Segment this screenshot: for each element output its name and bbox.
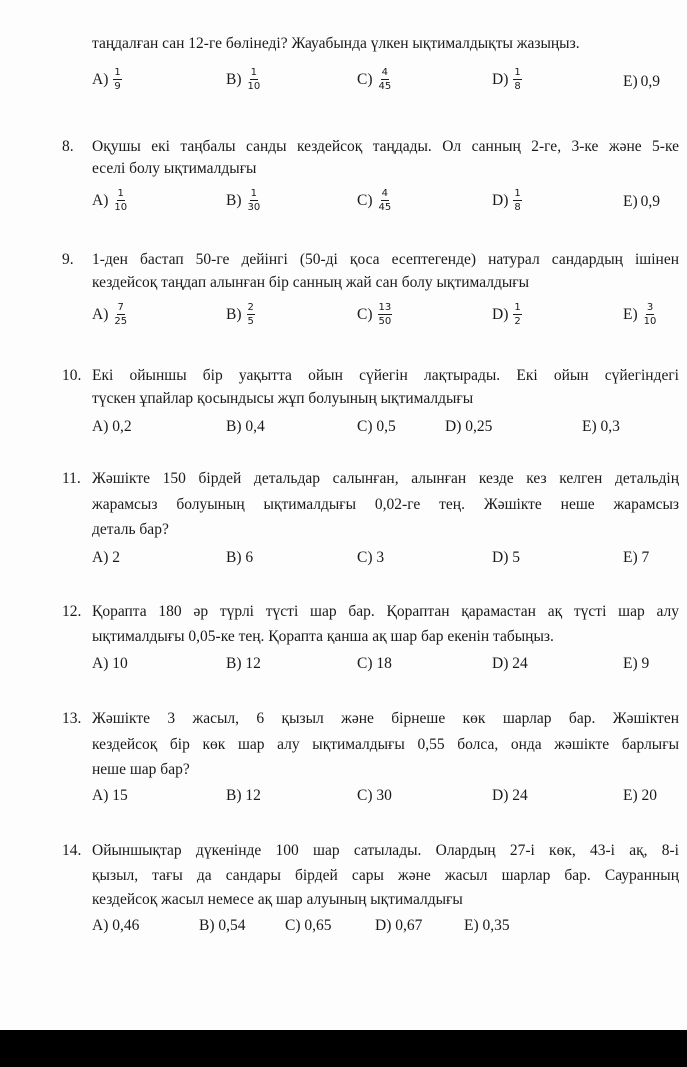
q10-option-d[interactable]: D) 0,25 xyxy=(445,418,493,435)
q10-option-e[interactable]: E) 0,3 xyxy=(582,418,620,435)
q14-option-c[interactable]: C) 0,65 xyxy=(285,917,332,934)
q7-option-e-value: 0,9 xyxy=(640,73,661,90)
q12-option-b[interactable]: B) 12 xyxy=(226,655,261,672)
q8-option-d-label: D) xyxy=(492,191,509,209)
q9-option-b-fraction: $\frac{2}{5}$ xyxy=(247,302,254,327)
q9-option-d[interactable] xyxy=(492,302,522,327)
q8-option-e-label: E) xyxy=(623,193,638,210)
q9-option-c-fraction: $\frac{13}{50}$ xyxy=(378,302,392,327)
q12-option-a[interactable]: A) 10 xyxy=(92,655,128,672)
q9-option-d-label: D) xyxy=(492,305,509,323)
q8-option-a-label: A) xyxy=(92,191,109,209)
q8-option-e[interactable] xyxy=(623,192,660,212)
q12-text-line-2: ықтималдығы 0,05-ке тең. Қорапта қанша ақ шар бар екенін табыңыз. xyxy=(92,628,554,645)
q8-option-c-label: C) xyxy=(357,191,373,209)
q9-number: 9. xyxy=(62,251,74,268)
q12-text-line-1: Қорапта 180 әр түрлі түсті шар бар. Қораптан қарамастан ақ түсті шар алу xyxy=(92,603,679,620)
q11-text-line-1: Жәшікте 150 бірдей детальдар салынған, алынған кезде кез келген детальдің xyxy=(92,470,679,487)
q13-option-a[interactable]: A) 15 xyxy=(92,787,128,804)
q11-text-line-2: жарамсыз болуының ықтималдығы 0,02-ге тең. Жәшікте неше жарамсыз xyxy=(92,496,679,513)
q12-option-c[interactable]: C) 18 xyxy=(357,655,392,672)
q8-option-a[interactable] xyxy=(92,188,128,213)
q8-option-d[interactable] xyxy=(492,188,522,213)
q13-option-d[interactable]: D) 24 xyxy=(492,787,528,804)
q8-option-b[interactable] xyxy=(226,188,261,213)
q11-option-e[interactable]: E) 7 xyxy=(623,549,650,566)
q8-text-line-1: Оқушы екі таңбалы санды кездейсоқ таңдады. Ол санның 2-ге, 3-ке және 5-ке xyxy=(92,138,679,155)
q9-text-line-1: 1-ден бастап 50-ге дейінгі (50-ді қоса есептегенде) натурал сандардың ішінен xyxy=(92,251,679,268)
q13-text-line-2: кездейсоқ бір көк шар алу ықтималдығы 0,55 болса, онда жәшікте барлығы xyxy=(92,736,679,753)
q7-option-d-fraction: $\frac{1}{8}$ xyxy=(514,67,521,92)
q7-option-e[interactable] xyxy=(623,72,660,92)
q9-option-b[interactable] xyxy=(226,302,255,327)
q9-text-line-2: кездейсоқ таңдап алынған бір санның жай сан болу ықтималдығы xyxy=(92,274,530,291)
q9-option-e-fraction: $\frac{3}{10}$ xyxy=(643,302,657,327)
q11-option-b[interactable]: B) 6 xyxy=(226,549,254,566)
q8-option-b-label: B) xyxy=(226,191,242,209)
q8-option-c[interactable] xyxy=(357,188,392,213)
q13-option-c[interactable]: C) 30 xyxy=(357,787,392,804)
q7-option-b-label: B) xyxy=(226,70,242,88)
q14-text-line-3: кездейсоқ жасыл немесе ақ шар алуының ықтималдығы xyxy=(92,891,463,908)
q14-option-a[interactable]: A) 0,46 xyxy=(92,917,140,934)
q7-option-e-label: E) xyxy=(623,73,638,90)
q7-option-b[interactable] xyxy=(226,67,261,92)
q9-option-e[interactable] xyxy=(623,302,657,327)
q9-option-d-fraction: $\frac{1}{2}$ xyxy=(514,302,521,327)
q9-option-a[interactable] xyxy=(92,302,128,327)
q7-text-line: таңдалған сан 12-ге бөлінеді? Жауабында үлкен ықтималдықты жазыңыз. xyxy=(92,35,580,52)
q13-text-line-3: неше шар бар? xyxy=(92,761,190,778)
q14-text-line-1: Ойыншықтар дүкенінде 100 шар сатылады. Олардың 27-і көк, 43-і ақ, 8-і xyxy=(92,842,679,859)
q10-option-a[interactable]: A) 0,2 xyxy=(92,418,132,435)
q8-option-b-fraction: $\frac{1}{30}$ xyxy=(247,188,261,213)
q7-option-b-fraction: $\frac{1}{10}$ xyxy=(247,67,261,92)
q9-option-e-label: E) xyxy=(623,305,638,323)
q8-number: 8. xyxy=(62,138,74,155)
q9-option-a-label: A) xyxy=(92,305,109,323)
q14-option-d[interactable]: D) 0,67 xyxy=(375,917,423,934)
q13-option-e[interactable]: E) 20 xyxy=(623,787,658,804)
q13-text-line-1: Жәшікте 3 жасыл, 6 қызыл және бірнеше көк шарлар бар. Жәшіктен xyxy=(92,710,679,727)
q8-option-e-value: 0,9 xyxy=(640,193,661,210)
q10-text-line-1: Екі ойыншы бір уақытта ойын сүйегін лақтырады. Екі ойын сүйегіндегі xyxy=(92,367,679,384)
q7-option-c-label: C) xyxy=(357,70,373,88)
q13-option-b[interactable]: B) 12 xyxy=(226,787,261,804)
q14-option-e[interactable]: E) 0,35 xyxy=(464,917,510,934)
q11-option-c[interactable]: C) 3 xyxy=(357,549,385,566)
q11-option-a[interactable]: A) 2 xyxy=(92,549,120,566)
q7-option-d-label: D) xyxy=(492,70,509,88)
q8-option-d-fraction: $\frac{1}{8}$ xyxy=(514,188,521,213)
q9-option-c-label: C) xyxy=(357,305,373,323)
q10-option-c[interactable]: C) 0,5 xyxy=(357,418,396,435)
q9-option-c[interactable] xyxy=(357,302,392,327)
q13-number: 13. xyxy=(62,710,82,727)
q11-option-d[interactable]: D) 5 xyxy=(492,549,520,566)
q11-number: 11. xyxy=(62,470,81,487)
q14-text-line-2: қызыл, тағы да сандары бірдей сары және жасыл шарлар бар. Сауранның xyxy=(92,867,679,884)
q7-option-a[interactable] xyxy=(92,67,122,92)
q10-text-line-2: түскен ұпайлар қосындысы жұп болуының ықтималдығы xyxy=(92,390,474,407)
q10-option-b[interactable]: B) 0,4 xyxy=(226,418,265,435)
q8-option-c-fraction: $\frac{4}{45}$ xyxy=(378,188,392,213)
q14-option-b[interactable]: B) 0,54 xyxy=(199,917,246,934)
q9-option-b-label: B) xyxy=(226,305,242,323)
q8-option-a-fraction: $\frac{1}{10}$ xyxy=(114,188,128,213)
q7-option-c[interactable] xyxy=(357,67,392,92)
q7-option-a-fraction: $\frac{1}{9}$ xyxy=(114,67,121,92)
q10-number: 10. xyxy=(62,367,82,384)
q12-option-d[interactable]: D) 24 xyxy=(492,655,528,672)
q14-number: 14. xyxy=(62,842,82,859)
q9-option-a-fraction: $\frac{7}{25}$ xyxy=(114,302,128,327)
q12-option-e[interactable]: E) 9 xyxy=(623,655,650,672)
q7-option-a-label: A) xyxy=(92,70,109,88)
q7-option-c-fraction: $\frac{4}{45}$ xyxy=(378,67,392,92)
q11-text-line-3: деталь бар? xyxy=(92,521,169,538)
q8-text-line-2: еселі болу ықтималдығы xyxy=(92,160,257,177)
q7-option-d[interactable] xyxy=(492,67,522,92)
bottom-black-bar xyxy=(0,1030,687,1067)
q12-number: 12. xyxy=(62,603,82,620)
